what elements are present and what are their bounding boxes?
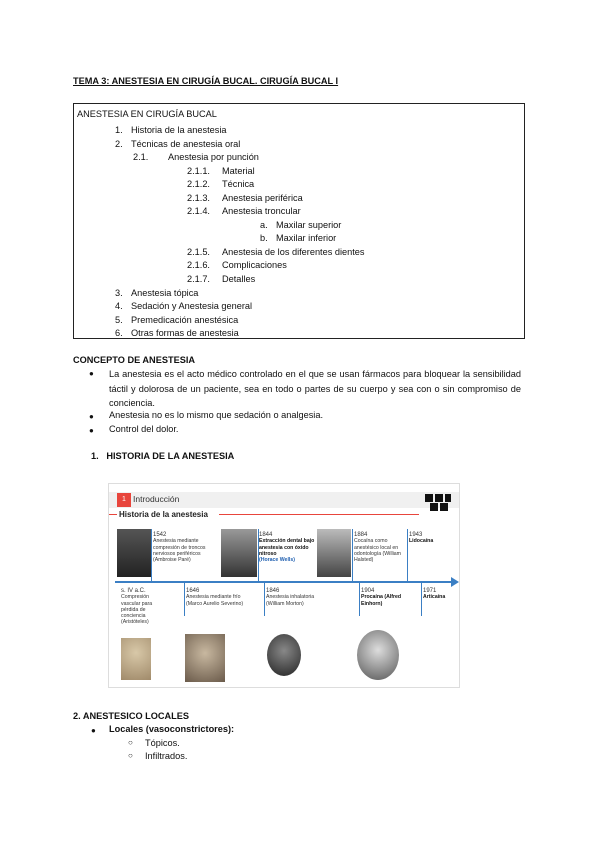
bullet-icon: ● [89, 369, 94, 378]
history-slide [108, 483, 460, 688]
toc-item-number: 2.1.4. [187, 206, 210, 216]
toc-item-text: Detalles [222, 274, 256, 284]
toc-item-number: 2. [115, 139, 123, 149]
circle-bullet-icon: ○ [128, 738, 133, 747]
toc-item-number: 2.1.5. [187, 247, 210, 257]
toc-item-number: b. [260, 233, 268, 243]
toc-item-text: Técnica [222, 179, 255, 189]
bullet-icon: ● [91, 726, 96, 735]
timeline-tick [258, 529, 259, 582]
toc-item-number: 2.1.6. [187, 260, 210, 270]
event-1646: 1646 Anestesia mediante frío (Marco Aurelio Severino) [186, 588, 244, 607]
toc-item-text: Anestesia por punción [168, 152, 259, 162]
timeline-arrow-icon [451, 577, 459, 587]
toc-item-text: Anestesia periférica [222, 193, 303, 203]
slide-subtitle: Historia de la anestesia [119, 510, 208, 519]
toc-item-text: Complicaciones [222, 260, 287, 270]
slide-number-box: 1 [117, 493, 131, 507]
toc-item-number: a. [260, 220, 268, 230]
portrait-alfred-einhorn [357, 630, 399, 680]
bullet-icon: ● [89, 426, 94, 435]
university-logo-icon [423, 490, 453, 512]
portrait-marco-aurelio-severino [185, 634, 225, 682]
event-1846: 1846 Anestesia inhalatoria (William Morton) [266, 588, 315, 607]
circle-bullet-icon: ○ [128, 751, 133, 760]
timeline-tick [151, 529, 152, 582]
toc-item-text: Sedación y Anestesia general [131, 301, 253, 311]
historia-heading: 1. HISTORIA DE LA ANESTESIA [91, 451, 235, 461]
toc-item-number: 2.1.3. [187, 193, 210, 203]
portrait-william-morton [267, 634, 301, 676]
event-1904: 1904 Procaína (Alfred Einhorn) [361, 588, 402, 607]
timeline-tick [352, 529, 353, 582]
event-1884: 1884 Cocaína como anestésico local en odontología (William Halsted) [354, 532, 401, 564]
event-siv-ac: s. IV a.C. Compresión vascular para pérdida de conciencia (Aristóteles) [121, 588, 153, 626]
concepto-bullet-1: La anestesia es el acto médico controlado en el que se usan fármacos para bloquear la sensibilidad táctil y dolorosa de un paciente, sea en todo o partes de su cuerpo y sea con o sin compromiso de conciencia. [109, 369, 521, 408]
timeline-tick [184, 582, 185, 616]
concepto-heading: CONCEPTO DE ANESTESIA [73, 355, 196, 365]
toc-item-number: 2.1.7. [187, 274, 210, 284]
toc-item-text: Maxilar superior [276, 220, 342, 230]
toc-item-text: Premedicación anestésica [131, 315, 239, 325]
toc-item-text: Historia de la anestesia [131, 125, 227, 135]
toc-item-text: Otras formas de anestesia [131, 328, 239, 338]
slide-accent-line [109, 514, 117, 515]
locales-sub-2: Infiltrados. [145, 751, 188, 761]
portrait-william-halsted [317, 529, 351, 577]
toc-item-number: 1. [115, 125, 123, 135]
locales-heading: 2. ANESTESICO LOCALES [73, 711, 190, 721]
locales-bullet: Locales (vasoconstrictores): [109, 724, 235, 734]
toc-item-text: Maxilar inferior [276, 233, 337, 243]
timeline-tick [421, 582, 422, 616]
toc-item-text: Anestesia troncular [222, 206, 301, 216]
slide-accent-line [219, 514, 419, 515]
toc-item-number: 3. [115, 288, 123, 298]
toc-item-text: Anestesia de los diferentes dientes [222, 247, 365, 257]
event-1844: 1844 Extracción dental bajo anestesia con óxido nitroso (Horace Wells) [259, 532, 315, 564]
portrait-aristoteles [121, 638, 151, 680]
timeline-tick [264, 582, 265, 616]
event-1943: 1943 Lidocaína [409, 532, 434, 545]
timeline-tick [359, 582, 360, 616]
toc-item-number: 5. [115, 315, 123, 325]
toc-item-text: Material [222, 166, 255, 176]
timeline-axis [115, 581, 455, 583]
slide-header: Introducción [133, 494, 180, 504]
event-1971: 1971 Articaína [423, 588, 446, 601]
document-title: TEMA 3: ANESTESIA EN CIRUGÍA BUCAL. CIRUGÍA BUCAL I [73, 76, 339, 86]
toc-item-number: 2.1.2. [187, 179, 210, 189]
toc-item-text: Anestesia tópica [131, 288, 199, 298]
toc-item-number: 2.1. [133, 152, 149, 162]
toc-item-number: 2.1.1. [187, 166, 210, 176]
toc-item-number: 6. [115, 328, 123, 338]
portrait-horace-wells [221, 529, 257, 577]
toc-item-number: 4. [115, 301, 123, 311]
concepto-bullet-2: Anestesia no es lo mismo que sedación o analgesia. [109, 410, 323, 420]
toc-heading: ANESTESIA EN CIRUGÍA BUCAL [77, 109, 217, 119]
toc-item-text: Técnicas de anestesia oral [131, 139, 241, 149]
bullet-icon: ● [89, 412, 94, 421]
concepto-bullet-3: Control del dolor. [109, 424, 179, 434]
timeline-tick [407, 529, 408, 582]
portrait-ambroise-pare [117, 529, 151, 577]
locales-sub-1: Tópicos. [145, 738, 180, 748]
event-1542: 1542 Anestesia mediante compresión de troncos nerviosos periféricos (Ambroise Paré) [153, 532, 206, 564]
